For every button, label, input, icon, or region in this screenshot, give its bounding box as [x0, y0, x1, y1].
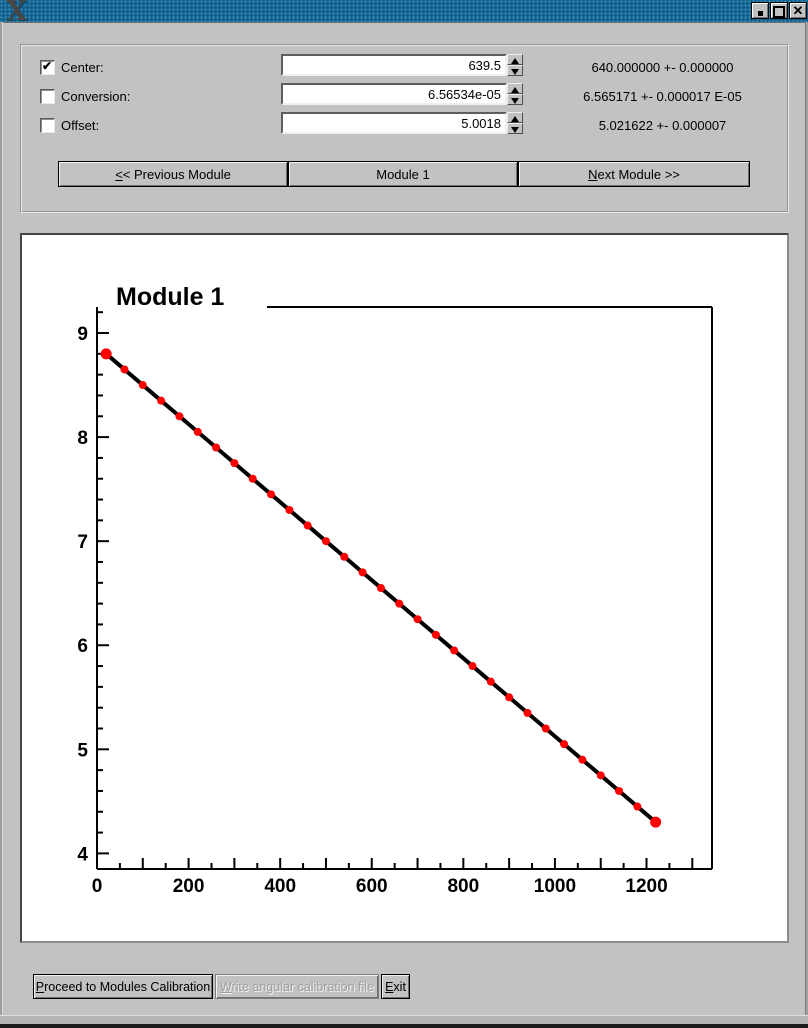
arrow-down-icon: [511, 127, 519, 133]
center-input[interactable]: [281, 54, 507, 76]
close-icon: ✕: [792, 3, 804, 18]
offset-input[interactable]: [281, 112, 507, 134]
svg-text:1000: 1000: [533, 876, 577, 897]
conversion-spinner: [507, 83, 523, 105]
proceed-to-modules-calibration-button[interactable]: Proceed to Modules Calibration: [33, 974, 213, 999]
conversion-fit-result: 6.565171 +- 0.000017 E-05: [583, 89, 742, 104]
offset-spinner: [507, 112, 523, 134]
plot-canvas: [20, 233, 789, 943]
window-left-border: [0, 22, 3, 1015]
write-angular-calibration-file-button[interactable]: Write angular calibration file: [215, 974, 379, 999]
center-spin-up-button[interactable]: [507, 54, 523, 65]
previous-module-button[interactable]: << Previous Module: [58, 161, 288, 187]
svg-text:Module 1: Module 1: [116, 283, 225, 311]
arrow-up-icon: [511, 87, 519, 93]
current-module-button[interactable]: Module 1: [288, 161, 518, 187]
svg-text:9: 9: [77, 324, 88, 346]
offset-fit-result: 5.021622 +- 0.000007: [598, 118, 727, 133]
maximize-button[interactable]: [770, 2, 788, 19]
title-bar[interactable]: [0, 0, 808, 27]
center-spin-down-button[interactable]: [507, 65, 523, 76]
svg-text:0: 0: [91, 876, 103, 897]
offset-spin-down-button[interactable]: [507, 123, 523, 134]
x11-logo-icon: X: [6, 0, 27, 27]
exit-button[interactable]: Exit: [381, 974, 410, 999]
arrow-down-icon: [511, 69, 519, 75]
svg-text:5: 5: [77, 740, 88, 762]
center-fit-result: 640.000000 +- 0.000000: [591, 60, 734, 75]
svg-text:4: 4: [77, 844, 88, 866]
minimize-icon: [758, 11, 763, 16]
svg-text:400: 400: [264, 876, 297, 897]
offset-checkbox[interactable]: [40, 118, 55, 133]
minimize-button[interactable]: [751, 2, 769, 19]
conversion-spin-up-button[interactable]: [507, 83, 523, 94]
conversion-checkbox[interactable]: [40, 89, 55, 104]
next-module-button[interactable]: Next Module >>: [518, 161, 750, 187]
window-bottom-border: [0, 1015, 808, 1028]
offset-label: Offset:: [61, 118, 100, 133]
close-button[interactable]: [789, 2, 807, 19]
center-checkbox[interactable]: [40, 60, 55, 75]
svg-text:200: 200: [172, 876, 205, 897]
arrow-up-icon: [511, 116, 519, 122]
center-spinner: [507, 54, 523, 76]
svg-text:1200: 1200: [625, 876, 668, 897]
svg-text:600: 600: [355, 876, 388, 897]
arrow-down-icon: [511, 98, 519, 104]
svg-text:8: 8: [77, 428, 88, 450]
svg-text:800: 800: [447, 876, 480, 897]
conversion-label: Conversion:: [61, 89, 131, 104]
svg-text:7: 7: [77, 532, 88, 554]
conversion-input[interactable]: [281, 83, 507, 105]
arrow-up-icon: [511, 58, 519, 64]
calibration-plot: [22, 235, 787, 941]
maximize-icon: [773, 6, 785, 18]
checkmark-icon: ✔: [42, 59, 53, 73]
svg-text:6: 6: [77, 636, 88, 658]
conversion-spin-down-button[interactable]: [507, 94, 523, 105]
center-label: Center:: [61, 60, 104, 75]
offset-spin-up-button[interactable]: [507, 112, 523, 123]
